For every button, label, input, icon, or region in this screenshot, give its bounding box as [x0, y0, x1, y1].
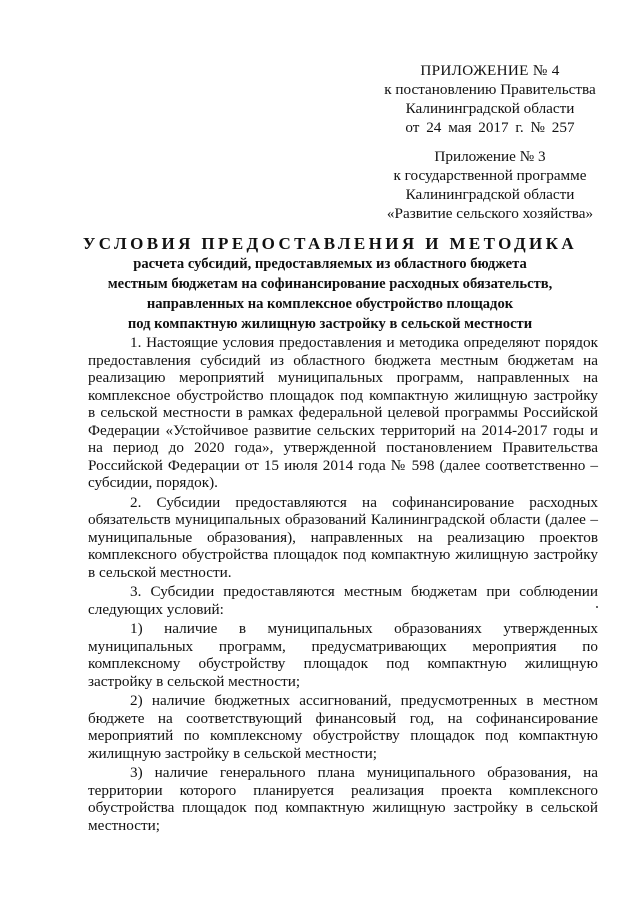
paragraph-line: предоставления субсидий из областного бюджета местным бюджетам на	[88, 351, 598, 369]
document-heading	[60, 233, 600, 334]
paragraph-line: мероприятий по комплексному обустройству площадок под компактную	[88, 727, 598, 744]
paragraph-line: территории которого планируется реализация проекта комплексного	[88, 781, 598, 799]
document-title: УСЛОВИЯ ПРЕДОСТАВЛЕНИЯ И МЕТОДИКА	[82, 234, 578, 253]
appendix-4-stamp	[360, 61, 620, 137]
paragraph	[88, 334, 598, 492]
paragraph	[88, 620, 598, 690]
paragraph-line: 2. Субсидии предоставляются на софинансирование расходных	[130, 493, 598, 511]
paragraph	[88, 764, 598, 834]
paragraph-line: обязательств муниципальных образований Калининградской области (далее –	[88, 511, 598, 528]
paragraph-line: бюджете на соответствующий финансовый год, на софинансирование	[88, 709, 598, 727]
paragraph-line: субсидии, порядок).	[88, 474, 218, 491]
document-subtitle-line: направленных на комплексное обустройство площадок	[146, 296, 514, 312]
paragraph	[88, 494, 598, 582]
paragraph	[88, 692, 598, 762]
appendix-4-line: к постановлению Правительства	[384, 81, 596, 98]
appendix-3-stamp	[360, 147, 620, 223]
paragraph-line: Российской Федерации от 15 июля 2014 года № 598 (далее соответственно –	[88, 456, 598, 474]
document-subtitle-line: расчета субсидий, предоставляемых из областного бюджета	[133, 256, 527, 272]
document-body	[88, 334, 598, 836]
paragraph-line: в сельской местности в рамках федеральной целевой программы Российской	[88, 404, 598, 421]
appendix-3-line: к государственной программе	[393, 167, 587, 184]
paragraph-line: 3) наличие генерального плана муниципального образования, на	[130, 764, 598, 781]
appendix-4-title: ПРИЛОЖЕНИЕ № 4	[420, 62, 560, 79]
paragraph-line: 3. Субсидии предоставляются местным бюджетам при соблюдении	[130, 583, 598, 600]
paragraph-line: жилищную застройку в сельской местности;	[88, 744, 378, 762]
paragraph-line: комплексного обустройства площадок под компактную жилищную застройку	[88, 546, 598, 563]
paragraph-line: муниципальные образования), направленных на реализацию проектов	[88, 528, 598, 546]
appendix-4-line: Калининградской области	[405, 100, 575, 117]
paragraph-line: в сельской местности.	[88, 563, 232, 581]
paragraph-line: муниципальных программ, предусматривающих мероприятия по	[88, 637, 598, 655]
paragraph-line: комплексное обустройство площадок под компактную жилищную застройку	[88, 386, 598, 404]
document-subtitle-line: местным бюджетам на софинансирование расходных обязательств,	[107, 276, 553, 292]
paragraph-line: на период до 2020 года», утвержденной постановлением Правительства	[88, 439, 598, 456]
paragraph-line: Федерации «Устойчивое развитие сельских территорий на 2014-2017 годы и	[88, 421, 598, 439]
paragraph-line: комплексному обустройству площадок под компактную жилищную	[88, 655, 598, 672]
paragraph-line: 2) наличие бюджетных ассигнований, предусмотренных в местном	[130, 692, 598, 709]
paragraph-line: 1) наличие в муниципальных образованиях утвержденных	[130, 620, 598, 637]
appendix-3-title: Приложение № 3	[434, 148, 546, 165]
appendix-4-date: от 24 мая 2017 г. № 257	[405, 119, 575, 136]
paragraph-line: застройку в сельской местности;	[88, 672, 301, 690]
paragraph-line: местности;	[88, 816, 160, 834]
paragraph-line: 1. Настоящие условия предоставления и методика определяют порядок	[130, 334, 598, 351]
scan-speck	[596, 606, 598, 608]
paragraph-line: обустройства площадок под компактную жилищную застройку в сельской	[88, 799, 598, 816]
appendix-3-program-name: «Развитие сельского хозяйства»	[386, 205, 594, 222]
appendix-3-line: Калининградской области	[405, 186, 575, 203]
document-subtitle-line: под компактную жилищную застройку в сельской местности	[127, 316, 533, 332]
paragraph-line: следующих условий:	[88, 600, 224, 618]
paragraph	[88, 583, 598, 618]
paragraph-line: реализацию мероприятий муниципальных программ, направленных на	[88, 369, 598, 386]
